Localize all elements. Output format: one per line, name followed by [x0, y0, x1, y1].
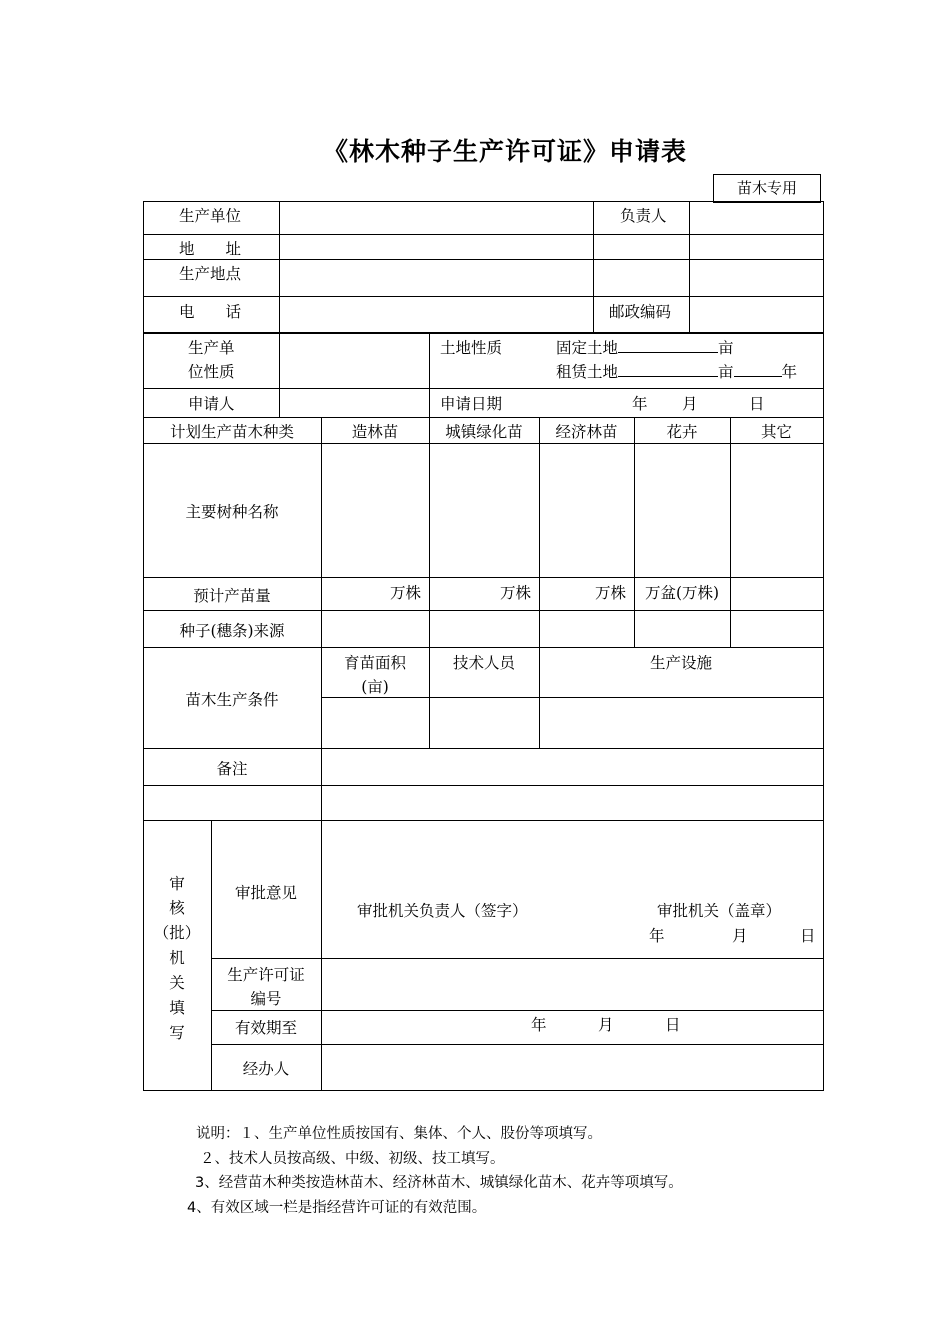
output-unit-flowers: 万盆(万株): [645, 584, 720, 602]
rented-years-blank[interactable]: [734, 361, 782, 377]
valid-until-year: 年: [531, 1016, 547, 1034]
nursery-area-label-2: (亩): [361, 678, 389, 696]
manager-label: 负责人: [620, 207, 667, 225]
seed-source-label: 种子(穗条)来源: [179, 622, 285, 640]
note-1: 说明：１、生产单位性质按国有、集体、个人、股份等项填写。: [196, 1126, 602, 1142]
type-urban-greening: 城镇绿化苗: [445, 423, 523, 441]
seedling-only-badge: 苗木专用: [713, 174, 821, 203]
license-no-label-2: 编号: [250, 990, 282, 1008]
unit-nature-label-2: 位性质: [188, 363, 235, 381]
valid-until-day: 日: [665, 1016, 681, 1034]
fixed-land-blank[interactable]: [618, 337, 718, 353]
nursery-area-label-1: 育苗面积: [343, 654, 406, 672]
review-date-year: 年: [649, 927, 665, 945]
review-seal-label: 审批机关（盖章）: [657, 902, 782, 920]
rented-land-blank[interactable]: [618, 361, 718, 377]
facilities-label: 生产设施: [649, 654, 712, 672]
plan-types-label: 计划生产苗木种类: [169, 423, 294, 441]
postcode-label: 邮政编码: [609, 303, 672, 321]
site-label: 生产地点: [179, 265, 242, 283]
main-species-label: 主要树种名称: [185, 503, 279, 521]
unit-label: 生产单位: [179, 207, 242, 225]
fixed-land-label: 固定土地: [556, 339, 619, 357]
fixed-land-mu: 亩: [718, 339, 734, 357]
apply-date-month: 月: [682, 395, 698, 413]
phone-label: 电 话: [179, 303, 242, 321]
rented-land-mu: 亩: [718, 363, 734, 381]
applicant-label: 申请人: [188, 395, 235, 413]
rented-land-label: 租赁土地: [556, 363, 619, 381]
note-4: 4、有效区域一栏是指经营许可证的有效范围。: [187, 1200, 487, 1216]
type-other: 其它: [760, 423, 792, 441]
remarks-label: 备注: [216, 760, 248, 778]
review-date-month: 月: [732, 927, 748, 945]
review-opinion-label: 审批意见: [234, 884, 297, 902]
technicians-label: 技术人员: [452, 654, 515, 672]
type-economic-forest: 经济林苗: [555, 423, 618, 441]
review-date-day: 日: [800, 927, 816, 945]
apply-date-label: 申请日期: [440, 395, 503, 413]
type-flowers: 花卉: [666, 423, 698, 441]
output-unit-afforestation: 万株: [389, 584, 421, 602]
apply-date-day: 日: [749, 395, 765, 413]
land-nature-label: 土地性质: [440, 339, 503, 357]
rented-land-line: [556, 360, 797, 384]
type-afforestation: 造林苗: [351, 423, 399, 441]
output-unit-urban: 万株: [499, 584, 531, 602]
valid-until-month: 月: [598, 1016, 614, 1034]
unit-nature-label-1: 生产单: [188, 339, 235, 357]
valid-until-label: 有效期至: [234, 1019, 297, 1037]
expected-output-label: 预计产苗量: [193, 587, 271, 605]
note-3: 3、经营苗木种类按造林苗木、经济林苗木、城镇绿化苗木、花卉等项填写。: [195, 1175, 683, 1191]
page-title: 《林木种子生产许可证》申请表: [322, 137, 687, 166]
license-no-label-1: 生产许可证: [227, 966, 305, 984]
rented-land-year: 年: [781, 363, 798, 381]
note-2: ２、技术人员按高级、中级、初级、技工填写。: [200, 1151, 505, 1167]
fixed-land-line: [556, 336, 734, 360]
review-signer-label: 审批机关负责人（签字）: [357, 902, 528, 920]
handler-label: 经办人: [242, 1060, 290, 1078]
output-unit-economic: 万株: [594, 584, 626, 602]
address-label: 地 址: [179, 240, 242, 258]
conditions-label: 苗木生产条件: [185, 691, 279, 709]
apply-date-year: 年: [632, 395, 648, 413]
